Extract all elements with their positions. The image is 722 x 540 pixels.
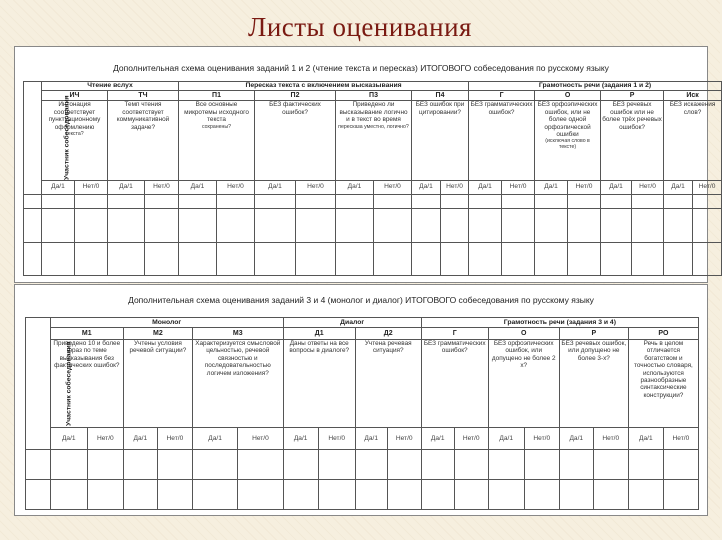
answer-option-label: Да/1 bbox=[628, 428, 663, 450]
score-input-cell[interactable] bbox=[412, 243, 441, 276]
participant-name-cell[interactable] bbox=[24, 208, 42, 243]
criterion-note: сохранены? bbox=[201, 123, 232, 130]
group-header: Грамотность речи (задания 3 и 4) bbox=[421, 318, 698, 328]
score-input-cell[interactable] bbox=[179, 194, 217, 208]
score-input-cell[interactable] bbox=[318, 450, 355, 480]
criterion-description bbox=[469, 101, 535, 180]
criterion-code: ТЧ bbox=[108, 91, 179, 101]
score-input-cell[interactable] bbox=[355, 450, 387, 480]
participant-name-cell[interactable] bbox=[24, 243, 42, 276]
criterion-description: Учтена речевая ситуация? bbox=[355, 340, 421, 428]
group-header: Диалог bbox=[283, 318, 421, 328]
criterion-text: БЕЗ речевых ошибок или не более трёх речевых ошибок? bbox=[602, 101, 662, 131]
criterion-code: Иск bbox=[664, 91, 722, 101]
answer-option-label: Да/1 bbox=[50, 428, 87, 450]
criterion-text: БЕЗ орфоэпических ошибок, или не более одной орфоэпической ошибки bbox=[537, 101, 598, 138]
score-input-cell[interactable] bbox=[283, 480, 318, 510]
criterion-description bbox=[664, 101, 722, 180]
score-input-cell[interactable] bbox=[469, 194, 502, 208]
criterion-code: Д2 bbox=[355, 328, 421, 340]
criterion-text: Темп чтения соответствует коммуникативной задаче? bbox=[116, 101, 170, 131]
criterion-code: ИЧ bbox=[42, 91, 108, 101]
criterion-description: Даны ответы на все вопросы в диалоге? bbox=[283, 340, 355, 428]
answer-option-label: Да/1 bbox=[469, 180, 502, 194]
score-input-cell[interactable] bbox=[192, 450, 237, 480]
score-input-cell[interactable] bbox=[87, 450, 123, 480]
score-input-cell[interactable] bbox=[632, 194, 664, 208]
score-input-cell[interactable] bbox=[42, 208, 75, 243]
score-input-cell[interactable] bbox=[502, 194, 535, 208]
criterion-description: Речь в целом отличается богатством и точностью словаря, используются разнообразные синтаксические конструкции? bbox=[628, 340, 698, 428]
score-input-cell[interactable] bbox=[179, 243, 217, 276]
score-input-cell[interactable] bbox=[145, 194, 179, 208]
criterion-text: Все основные микротемы исходного текста bbox=[184, 101, 249, 124]
answer-option-label: Нет/0 bbox=[87, 428, 123, 450]
score-input-cell[interactable] bbox=[593, 450, 628, 480]
score-input-cell[interactable] bbox=[693, 208, 722, 243]
answer-option-label: Нет/0 bbox=[663, 428, 698, 450]
score-input-cell[interactable] bbox=[601, 194, 632, 208]
score-input-cell[interactable] bbox=[421, 450, 454, 480]
assessment-sheet-1 bbox=[14, 46, 716, 283]
answer-option-label: Да/1 bbox=[42, 180, 75, 194]
participant-name-cell[interactable] bbox=[26, 480, 51, 510]
score-input-cell[interactable] bbox=[42, 243, 75, 276]
answer-option-label: Да/1 bbox=[123, 428, 157, 450]
score-input-cell[interactable] bbox=[123, 450, 157, 480]
criterion-description bbox=[255, 101, 336, 180]
score-input-cell[interactable] bbox=[454, 450, 488, 480]
answer-option-label: Да/1 bbox=[601, 180, 632, 194]
answer-option-label: Да/1 bbox=[559, 428, 593, 450]
group-header: Пересказ текста с включением высказывания bbox=[179, 82, 469, 91]
score-input-cell[interactable] bbox=[488, 480, 524, 510]
sheet-2-table bbox=[25, 317, 699, 510]
criterion-code: Р bbox=[559, 328, 628, 340]
score-input-cell[interactable] bbox=[469, 208, 502, 243]
answer-option-label: Да/1 bbox=[421, 428, 454, 450]
score-input-cell[interactable] bbox=[217, 243, 255, 276]
score-input-cell[interactable] bbox=[318, 480, 355, 510]
score-input-cell[interactable] bbox=[145, 243, 179, 276]
score-input-cell[interactable] bbox=[50, 450, 87, 480]
criterion-text: БЕЗ фактических ошибок? bbox=[269, 101, 321, 116]
criterion-code: О bbox=[535, 91, 601, 101]
score-input-cell[interactable] bbox=[663, 450, 698, 480]
criterion-code: М2 bbox=[123, 328, 192, 340]
criterion-code: М3 bbox=[192, 328, 283, 340]
score-input-cell[interactable] bbox=[632, 208, 664, 243]
answer-option-label: Нет/0 bbox=[387, 428, 421, 450]
criterion-note: текста? bbox=[65, 130, 84, 137]
criterion-description bbox=[601, 101, 664, 180]
score-input-cell[interactable] bbox=[108, 194, 145, 208]
score-input-cell[interactable] bbox=[441, 208, 469, 243]
participant-name-cell[interactable] bbox=[24, 194, 42, 208]
answer-option-label: Нет/0 bbox=[145, 180, 179, 194]
criterion-code: Г bbox=[469, 91, 535, 101]
criterion-code: П2 bbox=[255, 91, 336, 101]
criterion-description: Характеризуется смысловой цельностью, речевой связностью и последовательностью логичем изложения? bbox=[192, 340, 283, 428]
answer-option-label: Нет/0 bbox=[75, 180, 108, 194]
score-input-cell[interactable] bbox=[412, 194, 441, 208]
score-input-cell[interactable] bbox=[374, 243, 412, 276]
score-input-cell[interactable] bbox=[336, 208, 374, 243]
score-input-cell[interactable] bbox=[387, 450, 421, 480]
answer-option-label: Да/1 bbox=[283, 428, 318, 450]
score-input-cell[interactable] bbox=[502, 243, 535, 276]
score-input-cell[interactable] bbox=[157, 450, 192, 480]
score-input-cell[interactable] bbox=[441, 194, 469, 208]
score-input-cell[interactable] bbox=[42, 194, 75, 208]
score-input-cell[interactable] bbox=[593, 480, 628, 510]
answer-option-label: Нет/0 bbox=[593, 428, 628, 450]
criterion-text: Приведено ли высказывание логично и в текст во время bbox=[339, 101, 408, 124]
criterion-description bbox=[336, 101, 412, 180]
criterion-note: (исключая слово в тексте) bbox=[545, 138, 590, 151]
score-input-cell[interactable] bbox=[75, 194, 108, 208]
criterion-text: БЕЗ ошибок при цитировании? bbox=[415, 101, 465, 116]
sheet-1-title: Дополнительная схема оценивания заданий 1 и 2 (чтение текста и пересказ) ИТОГОВОГО собеседования по русскому языку bbox=[113, 63, 609, 73]
participant-name-cell[interactable] bbox=[26, 450, 51, 480]
criterion-description bbox=[412, 101, 469, 180]
score-input-cell[interactable] bbox=[296, 208, 336, 243]
score-input-cell[interactable] bbox=[535, 243, 568, 276]
score-input-cell[interactable] bbox=[238, 480, 283, 510]
score-input-cell[interactable] bbox=[664, 208, 693, 243]
score-input-cell[interactable] bbox=[568, 208, 601, 243]
score-input-cell[interactable] bbox=[296, 194, 336, 208]
score-input-cell[interactable] bbox=[255, 208, 296, 243]
score-input-cell[interactable] bbox=[296, 243, 336, 276]
score-input-cell[interactable] bbox=[421, 480, 454, 510]
criterion-description: Учтены условия речевой ситуации? bbox=[123, 340, 192, 428]
score-input-cell[interactable] bbox=[355, 480, 387, 510]
score-input-cell[interactable] bbox=[628, 450, 663, 480]
score-input-cell[interactable] bbox=[524, 450, 559, 480]
answer-option-label: Да/1 bbox=[535, 180, 568, 194]
criterion-description: БЕЗ речевых ошибок, или допущено не более 3-х? bbox=[559, 340, 628, 428]
answer-option-label: Да/1 bbox=[355, 428, 387, 450]
criterion-code: Д1 bbox=[283, 328, 355, 340]
score-input-cell[interactable] bbox=[157, 480, 192, 510]
criterion-code: Р bbox=[601, 91, 664, 101]
criterion-description: БЕЗ орфоэпических ошибок, или допущено не более 2 х? bbox=[488, 340, 559, 428]
score-input-cell[interactable] bbox=[50, 480, 87, 510]
score-input-cell[interactable] bbox=[663, 480, 698, 510]
score-input-cell[interactable] bbox=[559, 450, 593, 480]
answer-option-label: Нет/0 bbox=[296, 180, 336, 194]
score-input-cell[interactable] bbox=[524, 480, 559, 510]
score-input-cell[interactable] bbox=[387, 480, 421, 510]
criterion-note: пересказа уместно, логично? bbox=[338, 123, 409, 130]
answer-option-label: Да/1 bbox=[412, 180, 441, 194]
group-header: Чтение вслух bbox=[42, 82, 179, 91]
score-input-cell[interactable] bbox=[601, 243, 632, 276]
assessment-sheet-2 bbox=[14, 284, 708, 516]
score-input-cell[interactable] bbox=[374, 194, 412, 208]
participant-label: Участник собеседования bbox=[65, 341, 73, 426]
answer-option-label: Нет/0 bbox=[524, 428, 559, 450]
score-input-cell[interactable] bbox=[469, 243, 502, 276]
criterion-code: П1 bbox=[179, 91, 255, 101]
page-title: Листы оценивания bbox=[248, 12, 472, 42]
score-input-cell[interactable] bbox=[664, 194, 693, 208]
criterion-code: П4 bbox=[412, 91, 469, 101]
answer-option-label: Да/1 bbox=[664, 180, 693, 194]
answer-option-label: Нет/0 bbox=[318, 428, 355, 450]
score-input-cell[interactable] bbox=[75, 243, 108, 276]
sheet-2-title: Дополнительная схема оценивания заданий 3 и 4 (монолог и диалог) ИТОГОВОГО собеседования по русскому языку bbox=[128, 295, 594, 305]
criterion-text: БЕЗ искажения слов? bbox=[669, 101, 716, 116]
sheet-1-table bbox=[23, 81, 722, 276]
criterion-description: Приведено 10 и более фраз по теме высказывания без фактических ошибок? bbox=[50, 340, 123, 428]
score-input-cell[interactable] bbox=[217, 194, 255, 208]
answer-option-label: Нет/0 bbox=[454, 428, 488, 450]
score-input-cell[interactable] bbox=[441, 243, 469, 276]
criterion-description: БЕЗ грамматических ошибок? bbox=[421, 340, 488, 428]
participant-label: Участник собеседования bbox=[63, 95, 71, 181]
score-input-cell[interactable] bbox=[559, 480, 593, 510]
score-input-cell[interactable] bbox=[336, 194, 374, 208]
score-input-cell[interactable] bbox=[108, 208, 145, 243]
answer-option-label: Нет/0 bbox=[568, 180, 601, 194]
answer-option-label: Да/1 bbox=[108, 180, 145, 194]
answer-option-label: Нет/0 bbox=[693, 180, 722, 194]
criterion-description bbox=[42, 101, 108, 180]
score-input-cell[interactable] bbox=[217, 208, 255, 243]
score-input-cell[interactable] bbox=[454, 480, 488, 510]
score-input-cell[interactable] bbox=[192, 480, 237, 510]
criterion-code: П3 bbox=[336, 91, 412, 101]
answer-option-label: Нет/0 bbox=[502, 180, 535, 194]
score-input-cell[interactable] bbox=[179, 208, 217, 243]
score-input-cell[interactable] bbox=[238, 450, 283, 480]
score-input-cell[interactable] bbox=[601, 208, 632, 243]
score-input-cell[interactable] bbox=[693, 194, 722, 208]
score-input-cell[interactable] bbox=[412, 208, 441, 243]
answer-option-label: Нет/0 bbox=[238, 428, 283, 450]
score-input-cell[interactable] bbox=[535, 208, 568, 243]
score-input-cell[interactable] bbox=[283, 450, 318, 480]
criterion-description bbox=[179, 101, 255, 180]
answer-option-label: Нет/0 bbox=[157, 428, 192, 450]
score-input-cell[interactable] bbox=[336, 243, 374, 276]
group-header: Монолог bbox=[50, 318, 283, 328]
answer-option-label: Да/1 bbox=[255, 180, 296, 194]
score-input-cell[interactable] bbox=[123, 480, 157, 510]
score-input-cell[interactable] bbox=[87, 480, 123, 510]
criterion-code: РО bbox=[628, 328, 698, 340]
criterion-code: М1 bbox=[50, 328, 123, 340]
score-input-cell[interactable] bbox=[374, 208, 412, 243]
score-input-cell[interactable] bbox=[568, 243, 601, 276]
score-input-cell[interactable] bbox=[255, 194, 296, 208]
answer-option-label: Нет/0 bbox=[374, 180, 412, 194]
score-input-cell[interactable] bbox=[693, 243, 722, 276]
score-input-cell[interactable] bbox=[535, 194, 568, 208]
criterion-code: О bbox=[488, 328, 559, 340]
score-input-cell[interactable] bbox=[75, 208, 108, 243]
answer-option-label: Да/1 bbox=[336, 180, 374, 194]
answer-option-label: Да/1 bbox=[192, 428, 237, 450]
score-input-cell[interactable] bbox=[488, 450, 524, 480]
score-input-cell[interactable] bbox=[108, 243, 145, 276]
answer-option-label: Нет/0 bbox=[441, 180, 469, 194]
score-input-cell[interactable] bbox=[628, 480, 663, 510]
answer-option-label: Нет/0 bbox=[632, 180, 664, 194]
answer-option-label: Да/1 bbox=[179, 180, 217, 194]
answer-option-label: Нет/0 bbox=[217, 180, 255, 194]
score-input-cell[interactable] bbox=[502, 208, 535, 243]
criterion-description bbox=[108, 101, 179, 180]
group-header: Грамотность речи (задания 1 и 2) bbox=[469, 82, 722, 91]
score-input-cell[interactable] bbox=[568, 194, 601, 208]
score-input-cell[interactable] bbox=[255, 243, 296, 276]
answer-option-label: Да/1 bbox=[488, 428, 524, 450]
criterion-description bbox=[535, 101, 601, 180]
score-input-cell[interactable] bbox=[632, 243, 664, 276]
score-input-cell[interactable] bbox=[664, 243, 693, 276]
score-input-cell[interactable] bbox=[145, 208, 179, 243]
criterion-text: Интонация соответствует пунктуационному оформлению bbox=[48, 101, 101, 131]
criterion-text: БЕЗ грамматических ошибок? bbox=[470, 101, 533, 116]
criterion-code: Г bbox=[421, 328, 488, 340]
